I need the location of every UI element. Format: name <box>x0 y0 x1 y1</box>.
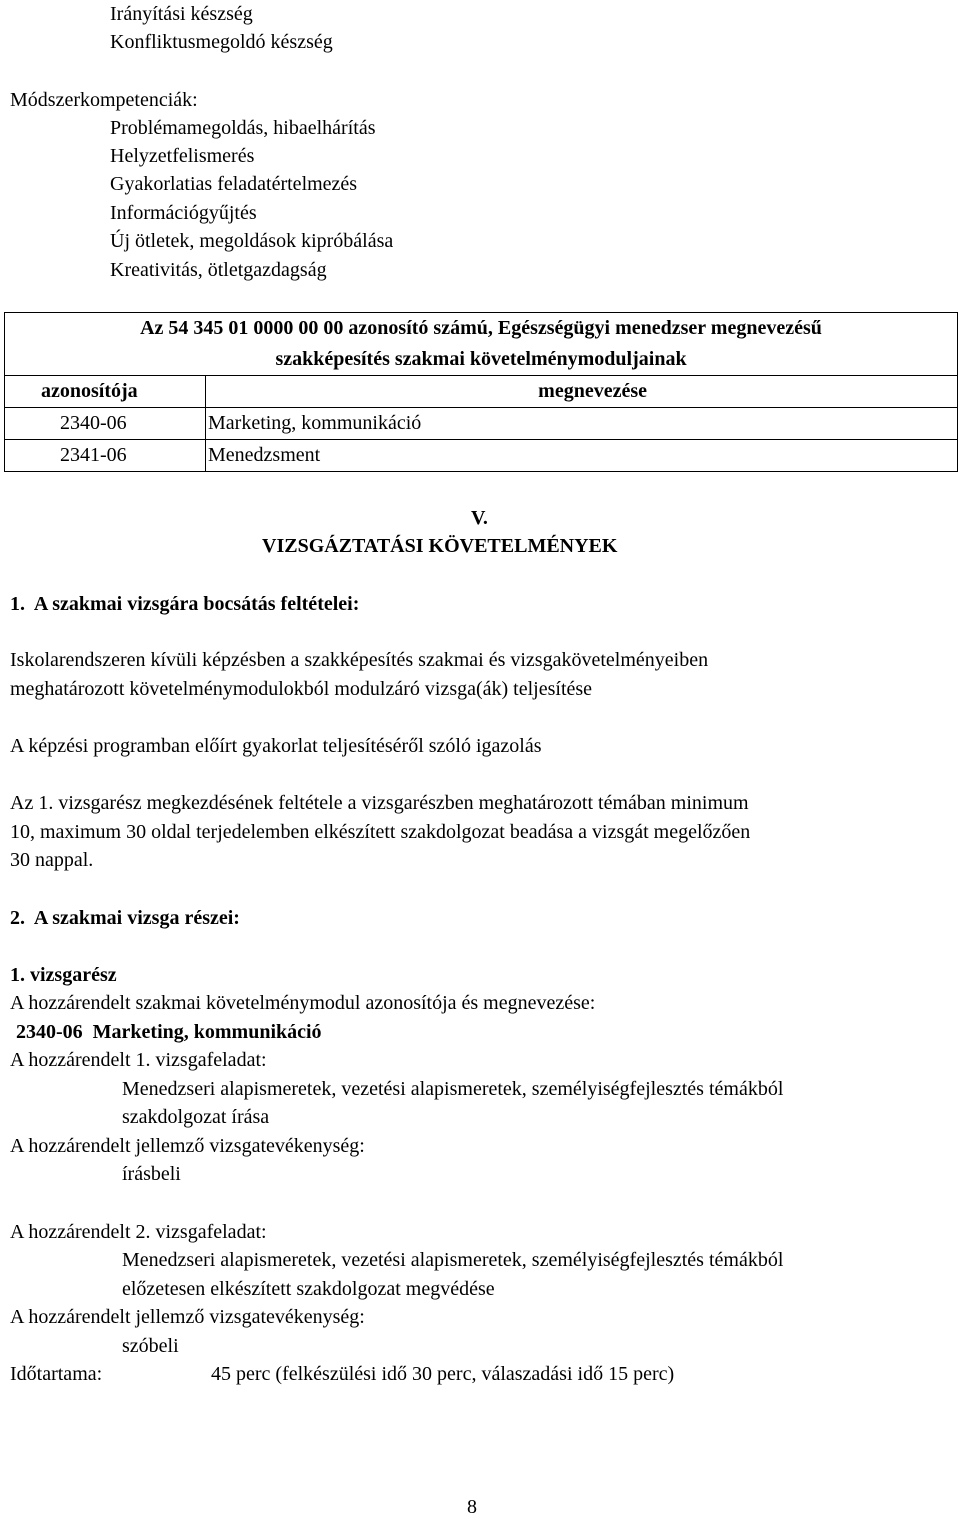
task2-description: előzetesen elkészített szakdolgozat megvédése <box>122 1278 495 1300</box>
task2-activity: szóbeli <box>122 1335 179 1357</box>
module-code: 2340-06 <box>5 408 206 440</box>
assigned-module: 2340-06 Marketing, kommunikáció <box>16 1021 322 1043</box>
list-item: Irányítási készség <box>110 3 253 25</box>
table-row <box>5 440 958 472</box>
list-item: Helyzetfelismerés <box>110 145 255 167</box>
module-name: Menedzsment <box>206 440 958 472</box>
list-item: Konfliktusmegoldó készség <box>110 31 333 53</box>
module-code: 2341-06 <box>5 440 206 472</box>
module-name: Marketing, kommunikáció <box>206 408 958 440</box>
paragraph-line: 30 nappal. <box>10 849 94 871</box>
activity-label: A hozzárendelt jellemző vizsgatevékenység: <box>10 1135 365 1157</box>
table-row <box>5 408 958 440</box>
section-number: V. <box>471 507 488 529</box>
page-number: 8 <box>467 1496 477 1518</box>
list-item: Új ötletek, megoldások kipróbálása <box>110 230 394 252</box>
modules-table-title <box>5 313 958 376</box>
list-item: Gyakorlatias feladatértelmezés <box>110 173 358 195</box>
exam-part-title: 1. vizsgarész <box>10 964 117 986</box>
modules-table-title-line1: Az 54 345 01 0000 00 00 azonosító számú, Egészségügyi menedzser megnevezésű <box>140 317 822 339</box>
modules-table-title-line2: szakképesítés szakmai követelménymoduljainak <box>275 348 687 370</box>
item1-heading: 1. A szakmai vizsgára bocsátás feltételei: <box>10 593 360 615</box>
task2-description: Menedzseri alapismeretek, vezetési alapismeretek, személyiségfejlesztés témákból <box>122 1249 784 1271</box>
paragraph-line: meghatározott követelménymodulokból modulzáró vizsga(ák) teljesítése <box>10 678 593 700</box>
method-competencies-heading: Módszerkompetenciák: <box>10 89 198 111</box>
task1-description: szakdolgozat írása <box>122 1106 270 1128</box>
item2-heading: 2. A szakmai vizsga részei: <box>10 907 240 929</box>
activity-label: A hozzárendelt jellemző vizsgatevékenység: <box>10 1306 365 1328</box>
paragraph-line: 10, maximum 30 oldal terjedelemben elkészített szakdolgozat beadása a vizsgát megelőzően <box>10 821 751 843</box>
duration-label: Időtartama: <box>10 1363 103 1385</box>
task1-activity: írásbeli <box>122 1163 181 1185</box>
list-item: Problémamegoldás, hibaelhárítás <box>110 117 376 139</box>
assigned-module-label: A hozzárendelt szakmai követelménymodul azonosítója és megnevezése: <box>10 992 596 1014</box>
task1-description: Menedzseri alapismeretek, vezetési alapismeretek, személyiségfejlesztés témákból <box>122 1078 784 1100</box>
section-title: VIZSGÁZTATÁSI KÖVETELMÉNYEK <box>262 535 618 557</box>
list-item: Információgyűjtés <box>110 202 257 224</box>
list-item: Kreativitás, ötletgazdagság <box>110 259 327 281</box>
paragraph: A képzési programban előírt gyakorlat teljesítéséről szóló igazolás <box>10 735 542 757</box>
modules-table <box>4 312 958 472</box>
column-header-name: megnevezése <box>206 376 958 408</box>
column-header-id: azonosítója <box>5 376 206 408</box>
task1-label: A hozzárendelt 1. vizsgafeladat: <box>10 1049 267 1071</box>
paragraph-line: Iskolarendszeren kívüli képzésben a szakképesítés szakmai és vizsgakövetelményeiben <box>10 649 709 671</box>
paragraph-line: Az 1. vizsgarész megkezdésének feltétele a vizsgarészben meghatározott témában minimum <box>10 792 749 814</box>
duration-value: 45 perc (felkészülési idő 30 perc, válaszadási idő 15 perc) <box>211 1363 675 1385</box>
task2-label: A hozzárendelt 2. vizsgafeladat: <box>10 1221 267 1243</box>
